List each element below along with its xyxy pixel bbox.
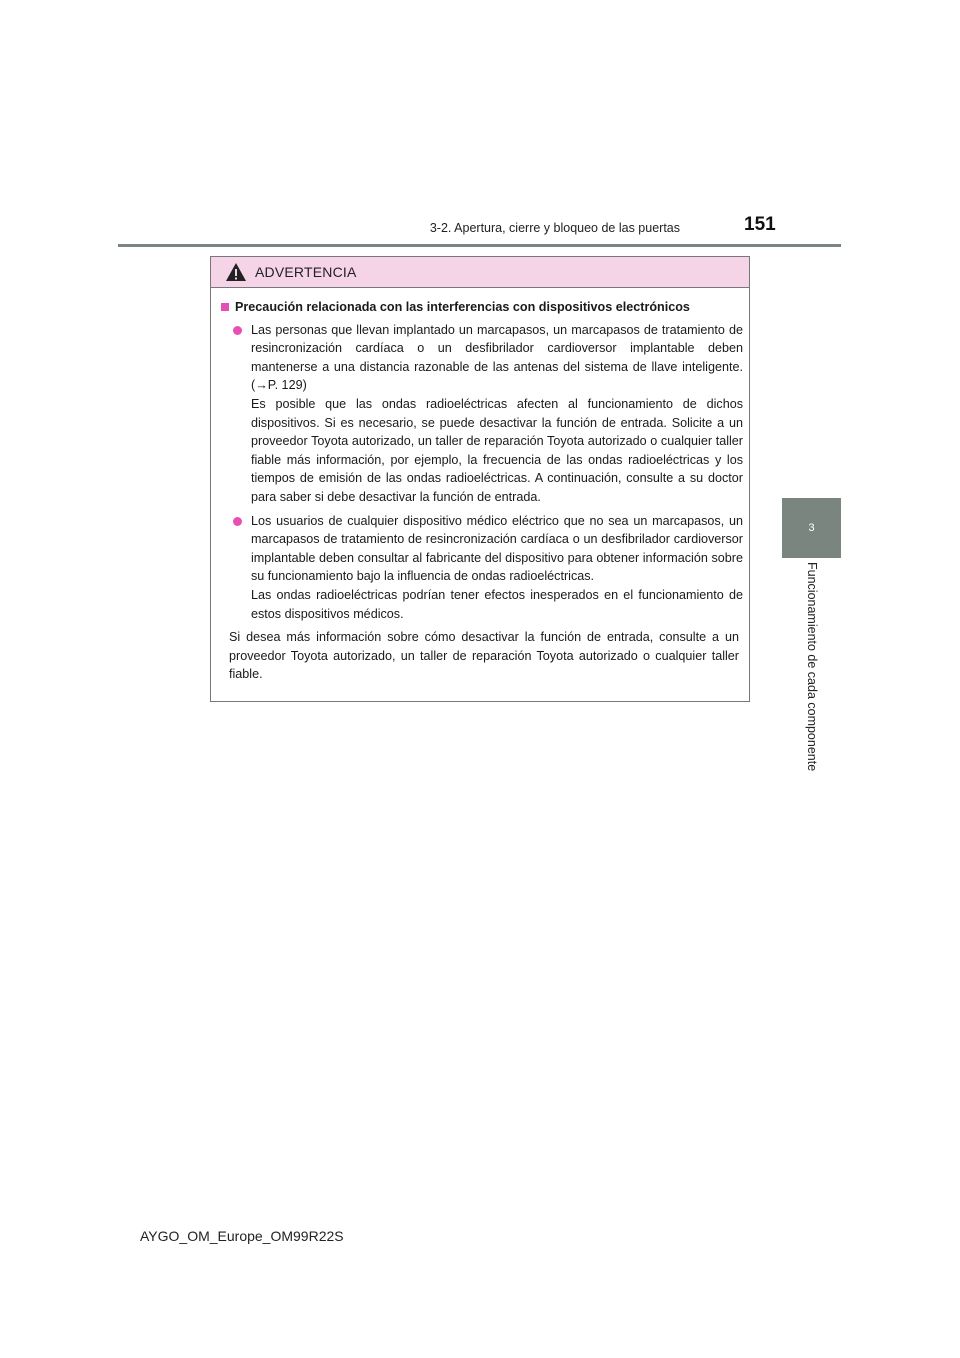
bullet-icon [233, 326, 242, 335]
list-item [219, 512, 743, 624]
square-bullet-icon [221, 303, 229, 311]
list-item-paragraph: Es posible que las ondas radioeléctricas afecten al funcionamiento de dichos dispositivos. Si es necesario, se puede desactivar la función de entrada. Solicite a un proveedor Toyota autorizado, un taller de reparación Toyota autorizado o cualquier taller fiable más información, por ejemplo, la frecuencia de las ondas radioeléctricas y los tiempos de emisión de las ondas radioeléctricas. A continuación, consulte a su doctor para saber si debe desactivar la función de entrada. [251, 396, 743, 504]
warning-header [211, 257, 749, 288]
list-item-paragraph: Las ondas radioeléctricas podrían tener efectos inesperados en el funcionamiento de estos dispositivos médicos. [251, 587, 743, 621]
warning-box [210, 256, 750, 702]
section-heading [219, 298, 743, 317]
warning-body [211, 288, 749, 684]
list-item [219, 321, 743, 507]
chapter-number: 3 [808, 522, 815, 534]
list-item-paragraph: Las personas que llevan implantado un marcapasos, un marcapasos de tratamiento de resincronización cardíaca o un desfibrilador cardioversor implantable deben mantenerse a una distancia razonable de las antenas del sistema de llave inteligente. (→P. 129) [251, 322, 743, 393]
bullet-icon [233, 517, 242, 526]
chapter-label: Funcionamiento de cada componente [805, 562, 819, 772]
document-code: AYGO_OM_Europe_OM99R22S [140, 1228, 344, 1244]
header-divider [118, 244, 841, 247]
section-heading-text: Precaución relacionada con las interferencias con dispositivos electrónicos [235, 300, 690, 314]
warning-triangle-icon [225, 262, 247, 282]
section-header: 3-2. Apertura, cierre y bloqueo de las puertas [429, 221, 680, 235]
page-number: 151 [744, 214, 776, 235]
closing-paragraph: Si desea más información sobre cómo desactivar la función de entrada, consulte a un proveedor Toyota autorizado, un taller de reparación Toyota autorizado o cualquier taller fiable. [229, 630, 739, 682]
warning-title: ADVERTENCIA [255, 264, 357, 280]
chapter-tab [782, 498, 841, 558]
chapter-label-column [782, 562, 841, 782]
list-item-paragraph: Los usuarios de cualquier dispositivo médico eléctrico que no sea un marcapasos, un marcapasos de tratamiento de resincronización cardíaca o un desfibrilador cardioversor implantable deben consultar al fabricante del dispositivo para obtener información sobre su funcionamiento bajo la influencia de ondas radioeléctricas. [251, 513, 743, 584]
